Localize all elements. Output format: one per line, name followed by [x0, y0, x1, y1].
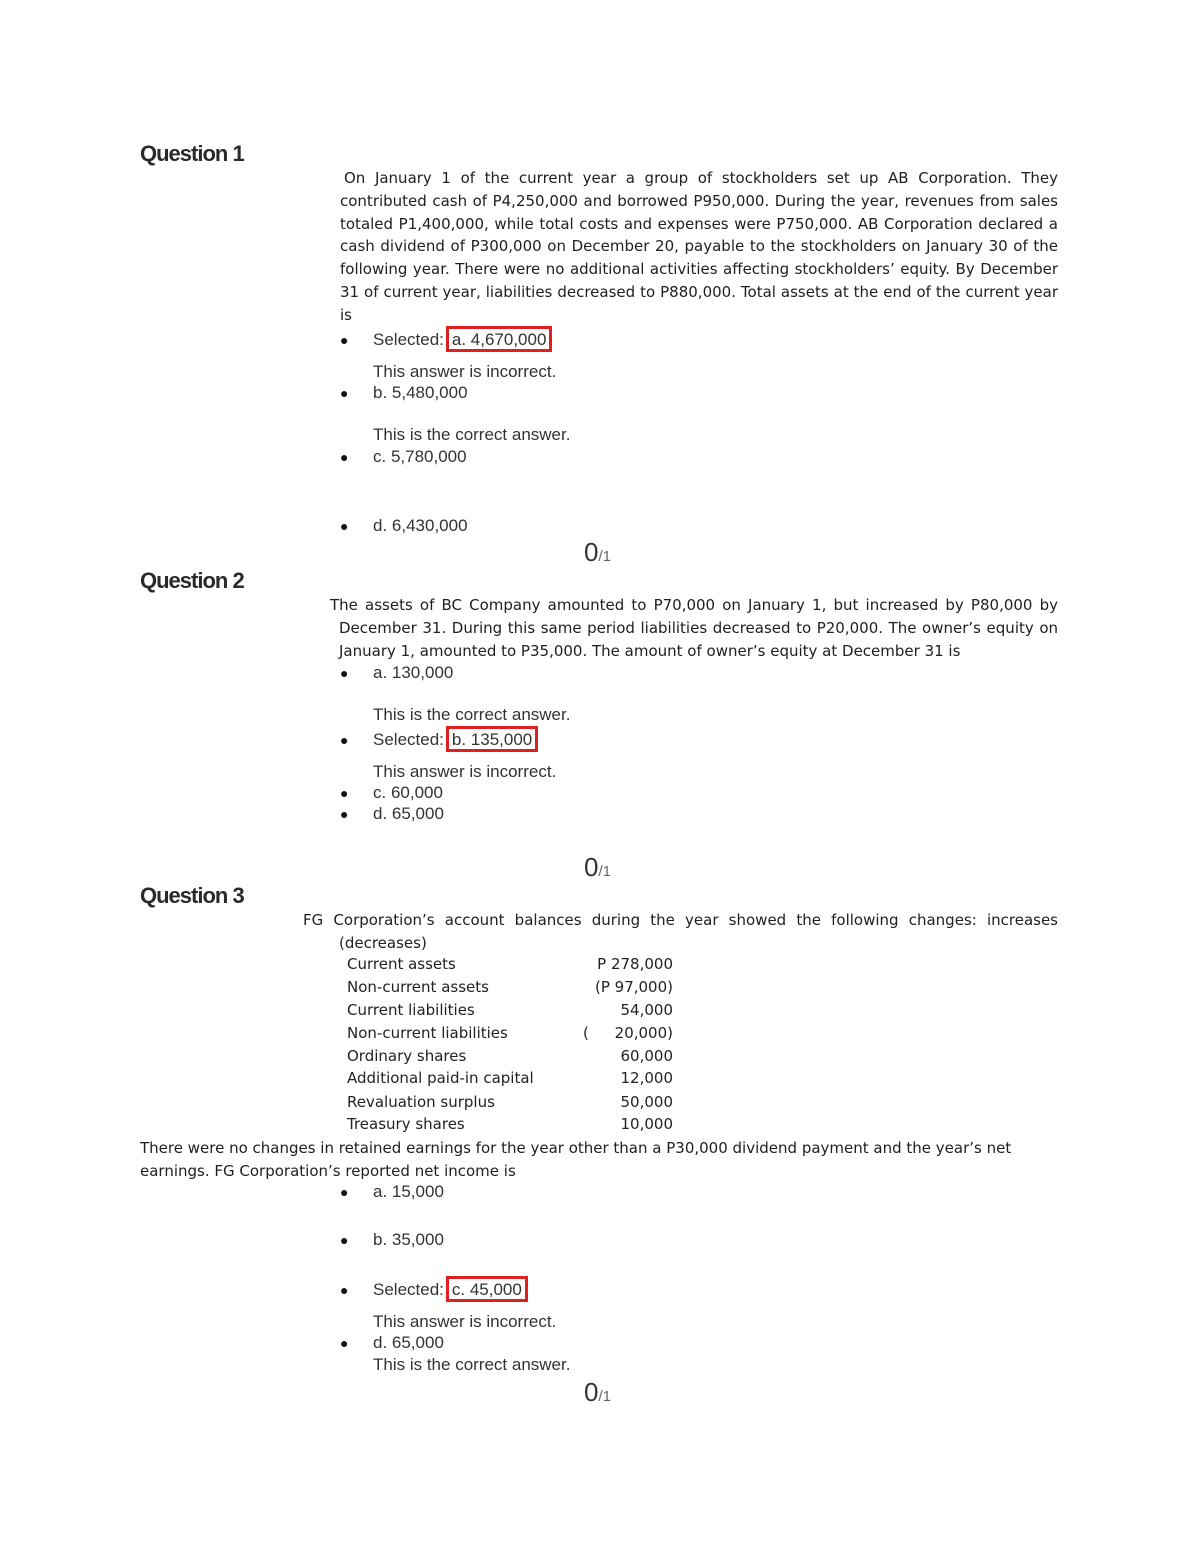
- selected-label: Selected:: [373, 330, 444, 349]
- option-text: a. 15,000: [373, 1182, 444, 1201]
- row-label: Ordinary shares: [347, 1047, 467, 1065]
- option-text: d. 6,430,000: [373, 516, 468, 535]
- q2-option-b[interactable]: [340, 730, 538, 750]
- q2-option-d[interactable]: [340, 804, 444, 824]
- q1-score: [584, 537, 611, 568]
- q2-score: [584, 852, 611, 883]
- q3-score: [584, 1377, 611, 1408]
- bullet-icon: ●: [340, 785, 349, 801]
- selected-answer-highlight: b. 135,000: [446, 726, 538, 752]
- row-prefix: (: [583, 1024, 589, 1042]
- q3-option-a[interactable]: [340, 1182, 444, 1202]
- score-total: /1: [598, 1388, 611, 1405]
- row-label: Non-current assets: [347, 978, 489, 996]
- option-text: c. 60,000: [373, 783, 443, 802]
- selected-answer-highlight: c. 45,000: [446, 1276, 528, 1302]
- score-earned: 0: [584, 852, 599, 882]
- row-label: Additional paid-in capital: [347, 1069, 534, 1087]
- row-amount: 50,000: [620, 1093, 673, 1111]
- row-amount: (P 97,000): [594, 978, 673, 996]
- row-amount: 60,000: [620, 1047, 673, 1065]
- q3-option-b[interactable]: [340, 1230, 444, 1250]
- q3-option-d-feedback: This is the correct answer.: [373, 1355, 571, 1374]
- row-amount: 54,000: [620, 1001, 673, 1019]
- question-1-stem: On January 1 of the current year a group of stockholders set up AB Corporation. They contributed cash of P4,250,000 and borrowed P950,000. During the year, revenues from sales totaled P1,400,000, while total costs and expenses were P750,000. AB Corporation declared a cash dividend of P300,000 on December 20, payable to the stockholders on January 30 of the following year. There were no additional activities affecting stockholders’ equity. By December 31 of current year, liabilities decreased to P880,000. Total assets at the end of the current year is: [340, 169, 1058, 324]
- q1-option-d[interactable]: [340, 516, 468, 536]
- bullet-icon: ●: [340, 806, 349, 822]
- q1-option-a-feedback: This answer is incorrect.: [373, 362, 557, 381]
- account-changes-table: [347, 955, 687, 1139]
- bullet-icon: ●: [340, 1184, 349, 1200]
- bullet-icon: ●: [340, 449, 349, 465]
- bullet-icon: ●: [340, 332, 349, 348]
- row-label: Revaluation surplus: [347, 1093, 495, 1111]
- score-earned: 0: [584, 537, 599, 567]
- bullet-icon: ●: [340, 665, 349, 681]
- q3-option-c[interactable]: [340, 1280, 528, 1300]
- question-2-stem: The assets of BC Company amounted to P70,000 on January 1, but increased by P80,000 by December 31. During this same period liabilities decreased to P20,000. The owner’s equity on January 1, amounted to P35,000. The amount of owner’s equity at December 31 is: [330, 596, 1058, 660]
- bullet-icon: ●: [340, 1282, 349, 1298]
- q2-option-c[interactable]: [340, 783, 443, 803]
- row-label: Non-current liabilities: [347, 1024, 508, 1042]
- row-amount: 20,000): [614, 1024, 673, 1042]
- q3-option-c-feedback: This answer is incorrect.: [373, 1312, 557, 1331]
- score-total: /1: [598, 863, 611, 880]
- q1-option-c[interactable]: [340, 447, 467, 467]
- q1-option-a[interactable]: [340, 330, 552, 350]
- question-2-heading: Question 2: [140, 568, 244, 593]
- q3-option-d[interactable]: [340, 1333, 444, 1353]
- question-1-heading: Question 1: [140, 141, 244, 166]
- q1-option-b[interactable]: [340, 383, 468, 403]
- row-label: Current liabilities: [347, 1001, 475, 1019]
- score-total: /1: [598, 548, 611, 565]
- q2-option-b-feedback: This answer is incorrect.: [373, 762, 557, 781]
- q2-option-a[interactable]: [340, 663, 453, 683]
- option-text: d. 65,000: [373, 1333, 444, 1352]
- bullet-icon: ●: [340, 1335, 349, 1351]
- selected-label: Selected:: [373, 730, 444, 749]
- row-amount: P 278,000: [597, 955, 673, 973]
- bullet-icon: ●: [340, 1232, 349, 1248]
- row-label: Treasury shares: [347, 1115, 465, 1133]
- option-text: a. 130,000: [373, 663, 454, 682]
- selected-answer-highlight: a. 4,670,000: [446, 326, 553, 352]
- option-text: b. 35,000: [373, 1230, 444, 1249]
- selected-label: Selected:: [373, 1280, 444, 1299]
- question-3-stem: FG Corporation’s account balances during the year showed the following changes: increases (decreases): [303, 911, 1058, 952]
- q1-option-b-feedback: This is the correct answer.: [373, 425, 571, 444]
- option-text: c. 5,780,000: [373, 447, 467, 466]
- row-label: Current assets: [347, 955, 456, 973]
- score-earned: 0: [584, 1377, 599, 1407]
- bullet-icon: ●: [340, 518, 349, 534]
- option-text: b. 5,480,000: [373, 383, 468, 402]
- q2-option-a-feedback: This is the correct answer.: [373, 705, 571, 724]
- row-amount: 10,000: [620, 1115, 673, 1133]
- row-amount: 12,000: [620, 1069, 673, 1087]
- bullet-icon: ●: [340, 732, 349, 748]
- question-3-heading: Question 3: [140, 883, 244, 908]
- bullet-icon: ●: [340, 385, 349, 401]
- option-text: d. 65,000: [373, 804, 444, 823]
- question-3-note: There were no changes in retained earnings for the year other than a P30,000 dividend payment and the year’s net earnings. FG Corporation’s reported net income is: [140, 1139, 1012, 1180]
